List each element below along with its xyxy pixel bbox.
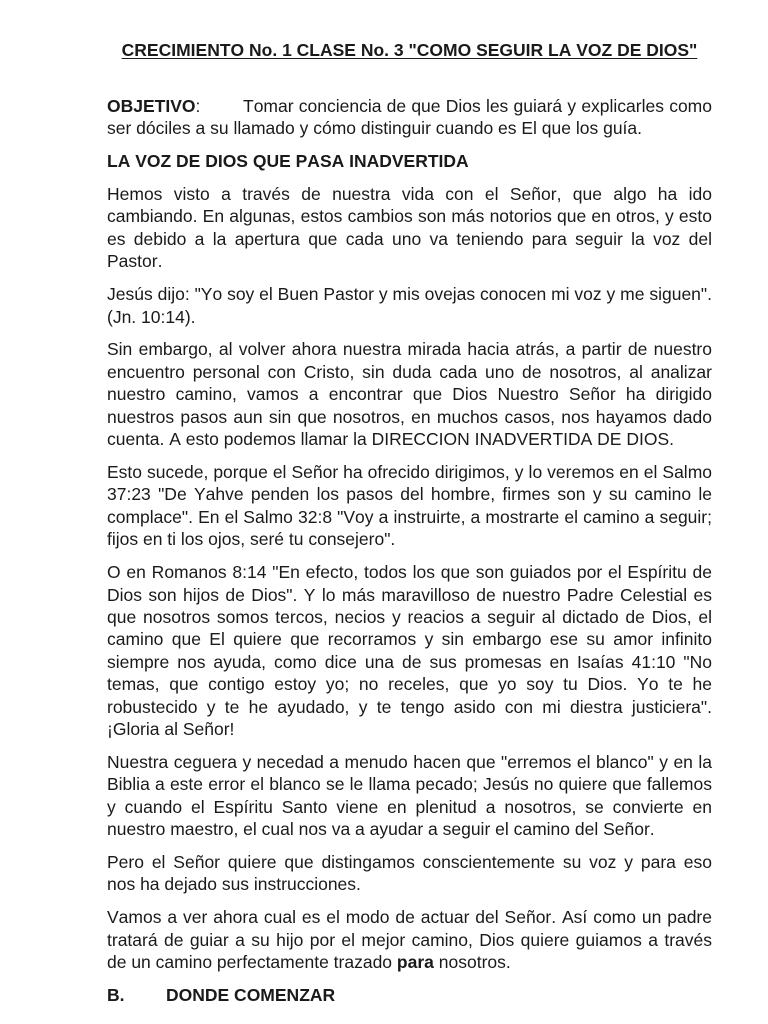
closing-bold-word: para bbox=[396, 952, 434, 973]
objetivo-label-group bbox=[107, 95, 243, 117]
section-heading: LA VOZ DE DIOS QUE PASA INADVERTIDA bbox=[107, 151, 469, 172]
objetivo-label: OBJETIVO bbox=[107, 95, 196, 116]
body-paragraph-2: Jesús dijo: "Yo soy el Buen Pastor y mis ovejas conocen mi voz y me siguen". (Jn. 10:14). bbox=[107, 284, 712, 327]
objetivo-separator: : bbox=[195, 95, 201, 116]
document-title: CRECIMIENTO No. 1 CLASE No. 3 "COMO SEGUIR LA VOZ DE DIOS" bbox=[121, 40, 698, 60]
body-paragraph-4: Esto sucede, porque el Señor ha ofrecido dirigimos, y lo veremos en el Salmo 37:23 "De Yahve penden los pasos del hombre, firmes son y su camino le complace". En el Salmo 32:8 "Voy a instruirte, a mostrarte el camino a seguir; fijos en ti los ojos, seré tu consejero". bbox=[107, 461, 712, 550]
objetivo-paragraph bbox=[107, 95, 712, 140]
body-paragraph-7: Pero el Señor quiere que distingamos conscientemente su voz y para eso nos ha dejado sus instrucciones. bbox=[107, 851, 712, 895]
section-b-heading bbox=[107, 984, 712, 1006]
closing-text-before: Vamos a ver ahora cual es el modo de actuar del Señor. Así como un padre tratará de guiar a su hijo por el mejor camino, Dios quiere guiamos a través de un camino perfectamente trazado bbox=[107, 907, 712, 973]
section-b-title: DONDE COMENZAR bbox=[166, 985, 336, 1006]
body-paragraph-5: O en Romanos 8:14 "En efecto, todos los que son guiados por el Espíritu de Dios son hijos de Dios". Y lo más maravilloso de nuestro Padre Celestial es que nosotros somos tercos, necios y reacios a seguir al dictado de Dios, el camino que El quiere que recorramos y sin embargo ese su amor infinito siempre nos ayuda, como dice una de sus promesas en Isaías 41:10 "No temas, que contigo estoy yo; no receles, que yo soy tu Dios. Yo te he robustecido y te he ayudado, y te tengo asido con mi diestra justiciera". ¡Gloria al Señor! bbox=[107, 562, 712, 739]
body-paragraph-3: Sin embargo, al volver ahora nuestra mirada hacia atrás, a partir de nuestro encuentro personal con Cristo, sin duda cada uno de nosotros, al analizar nuestro camino, vamos a encontrar que Dios Nuestro Señor ha dirigido nuestros pasos aun sin que nosotros, en muchos casos, nos hayamos dado cuenta. A esto podemos llamar la DIRECCION INADVERTIDA DE DIOS. bbox=[107, 339, 712, 450]
closing-text-after: nosotros. bbox=[438, 952, 511, 973]
body-paragraph-6: Nuestra ceguera y necedad a menudo hacen que "erremos el blanco" y en la Biblia a este error el blanco se le llama pecado; Jesús no quiere que fallemos y cuando el Espíritu Santo viene en plenitud a nosotros, se convierte en nuestro maestro, el cual nos va a ayudar a seguir el camino del Señor. bbox=[107, 751, 712, 840]
closing-paragraph bbox=[107, 906, 712, 973]
section-b-number: B. bbox=[107, 985, 125, 1006]
objetivo-text: Tomar conciencia de que Dios les guiará y explicarles como ser dóciles a su llamado y cómo distinguir cuando es El que los guía. bbox=[107, 95, 712, 139]
body-paragraph-1: Hemos visto a través de nuestra vida con el Señor, que algo ha ido cambiando. En algunas, estos cambios son más notorios que en otros, y esto es debido a la apertura que cada uno va teniendo para seguir la voz del Pastor. bbox=[107, 184, 712, 272]
